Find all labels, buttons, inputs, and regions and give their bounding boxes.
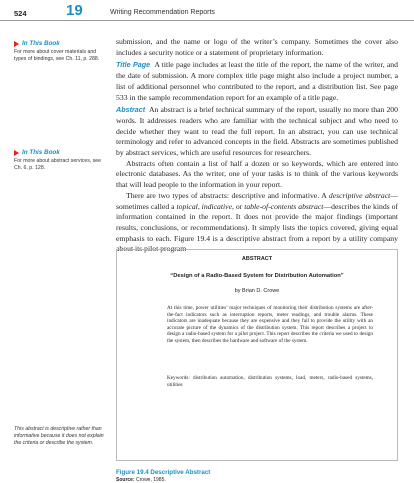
figure-abstract-text: At this time, power utilities’ major techniques of monitoring their distribution systems are after-the-fact indicators such as interruption reports, meter readings, and trouble alarms. These indicators are inadequate because they are expensive and they fail to provide the utility with an accurate picture of the dynamics of the distribution system. This report describes a project to design a radio-based system for a pilot project. This report describes the criteria we used to design the system, then describes the hardware and software of the system. <box>167 305 373 344</box>
figure-caption: Figure 19.4 Descriptive Abstract <box>116 469 211 476</box>
sidebar-note-cover <box>14 41 108 62</box>
paragraph: submission, and the name or logo of the writer’s company. Sometimes the cover also includes a security notice or a statement of proprietary information. <box>116 37 398 57</box>
margin-note: This abstract is descriptive rather than informative because it does not explain the criteria or describe the system. <box>14 426 104 446</box>
chapter-number: 19 <box>66 2 83 19</box>
paragraph: There are two types of abstracts: descriptive and informative. A descriptive abstract—sometimes called a topical, indicative, or table-of-contents abstract—describes the kinds of information contained in the report. It does not provide the major findings (important results, conclusions, or recommendations). It simply lists the topics covered, giving equal emphasis to each. Figure 19.4 is a descriptive abstract from a report by a utility company about its pilot program <box>116 190 398 254</box>
figure-keywords: Keywords: distribution automation, distribution systems, load, meters, radio-based systems, utilities <box>167 375 373 388</box>
paragraph: Title Page A title page includes at least the title of the report, the name of the writer, and the date of submission. A more complex title page might also include a project number, a list of additional personnel who contributed to the report, and a distribution list. See page 533 in the sample recommendation report for an example of a title page. <box>116 60 398 102</box>
figure-heading: ABSTRACT <box>241 256 273 262</box>
body-text <box>116 37 398 255</box>
run-in-heading: Abstract <box>116 105 146 115</box>
arrow-icon <box>14 150 19 156</box>
paragraph: Abstracts often contain a list of half a dozen or so keywords, which are entered into electronic databases. As the writer, one of your tasks is to think of the various keywords that will lead people to the information in your report. <box>116 158 398 190</box>
run-in-heading: Title Page <box>116 60 151 70</box>
sidebar-note-abstract <box>14 150 108 171</box>
sidebar-text: For more about cover materials and types of bindings, see Ch. 11, p. 288. <box>14 48 100 62</box>
running-head: Writing Recommendation Reports <box>110 9 215 16</box>
paragraph: Abstract An abstract is a brief technical summary of the report, usually no more than 200 words. It addresses readers who are familiar with the technical subject and who need to decide whether they want to read the full report. In an abstract, you can use technical terminology and refer to advanced concepts in the field. Abstracts are sometimes published by abstract services, which are useful resources for researchers. <box>116 105 398 158</box>
arrow-icon <box>14 41 19 47</box>
figure-source: Source: Crowe, 1985. <box>116 477 166 483</box>
page-number: 524 <box>14 9 27 18</box>
sidebar-label: In This Book <box>22 40 60 47</box>
sidebar-text: For more about abstract services, see Ch. 6, p. 128. <box>14 157 102 171</box>
figure-author: by Brian D. Crowe <box>234 288 280 294</box>
header-rule <box>0 20 414 21</box>
figure-title: “Design of a Radio-Based System for Distribution Automation” <box>170 273 344 279</box>
sidebar-label: In This Book <box>22 149 60 156</box>
figure-box <box>116 249 398 461</box>
